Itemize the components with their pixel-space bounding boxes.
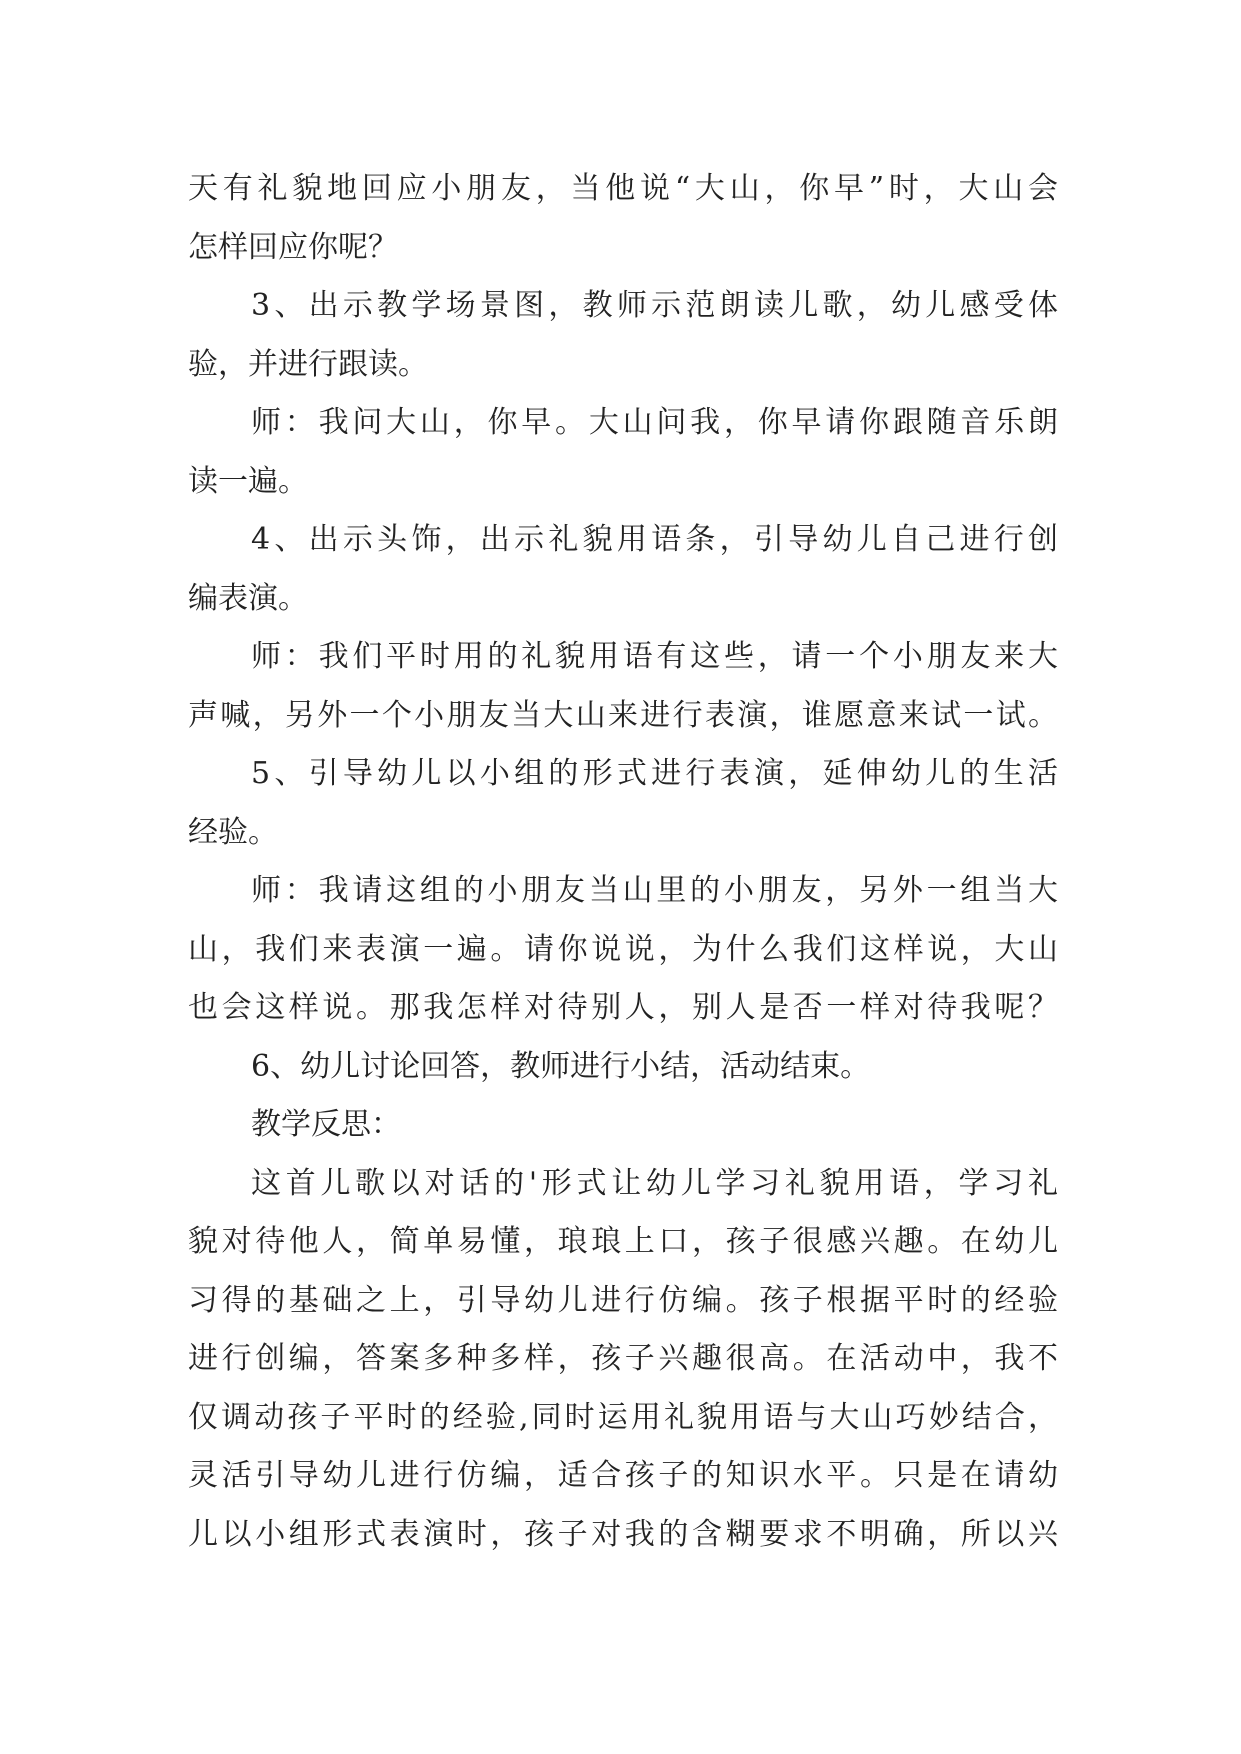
text-line: 教学反思：	[251, 1107, 401, 1142]
text-line: 这首儿歌以对话的'形式让幼儿学习礼貌用语，学习礼	[251, 1165, 1058, 1201]
text-line: 读一遍。	[188, 463, 308, 499]
document-body	[188, 160, 1058, 1564]
text-line: 仅调动孩子平时的经验,同时运用礼貌用语与大山巧妙结合，	[188, 1399, 1058, 1435]
text-line: 师：我问大山，你早。大山问我，你早请你跟随音乐朗	[251, 405, 1058, 440]
text-line: 师：我们平时用的礼貌用语有这些，请一个小朋友来大	[251, 639, 1058, 674]
text-line: 山，我们来表演一遍。请你说说，为什么我们这样说，大山	[188, 931, 1058, 967]
text-line: 天有礼貌地回应小朋友，当他说“大山，你早”时，大山会	[188, 171, 1058, 206]
text-line: 也会这样说。那我怎样对待别人，别人是否一样对待我呢？	[188, 990, 1058, 1025]
text-line: 4、出示头饰，出示礼貌用语条，引导幼儿自己进行创	[251, 522, 1058, 557]
text-line: 灵活引导幼儿进行仿编，适合孩子的知识水平。只是在请幼	[188, 1458, 1058, 1493]
text-line: 貌对待他人，简单易懂，琅琅上口，孩子很感兴趣。在幼儿	[188, 1224, 1058, 1259]
text-line: 5、引导幼儿以小组的形式进行表演，延伸幼儿的生活	[251, 756, 1058, 791]
text-line: 经验。	[188, 814, 278, 850]
text-line: 编表演。	[188, 580, 308, 616]
text-line: 怎样回应你呢？	[188, 229, 398, 265]
text-line: 进行创编，答案多种多样，孩子兴趣很高。在活动中，我不	[188, 1341, 1058, 1376]
text-line: 验，并进行跟读。	[188, 346, 428, 382]
text-line: 习得的基础之上，引导幼儿进行仿编。孩子根据平时的经验	[188, 1282, 1058, 1318]
text-line: 师：我请这组的小朋友当山里的小朋友，另外一组当大	[251, 873, 1058, 908]
text-line: 声喊，另外一个小朋友当大山来进行表演，谁愿意来试一试。	[188, 697, 1058, 733]
text-line: 儿以小组形式表演时，孩子对我的含糊要求不明确，所以兴	[188, 1516, 1058, 1552]
text-line: 3、出示教学场景图，教师示范朗读儿歌，幼儿感受体	[251, 288, 1058, 323]
text-line: 6、幼儿讨论回答，教师进行小结，活动结束。	[251, 1048, 871, 1084]
